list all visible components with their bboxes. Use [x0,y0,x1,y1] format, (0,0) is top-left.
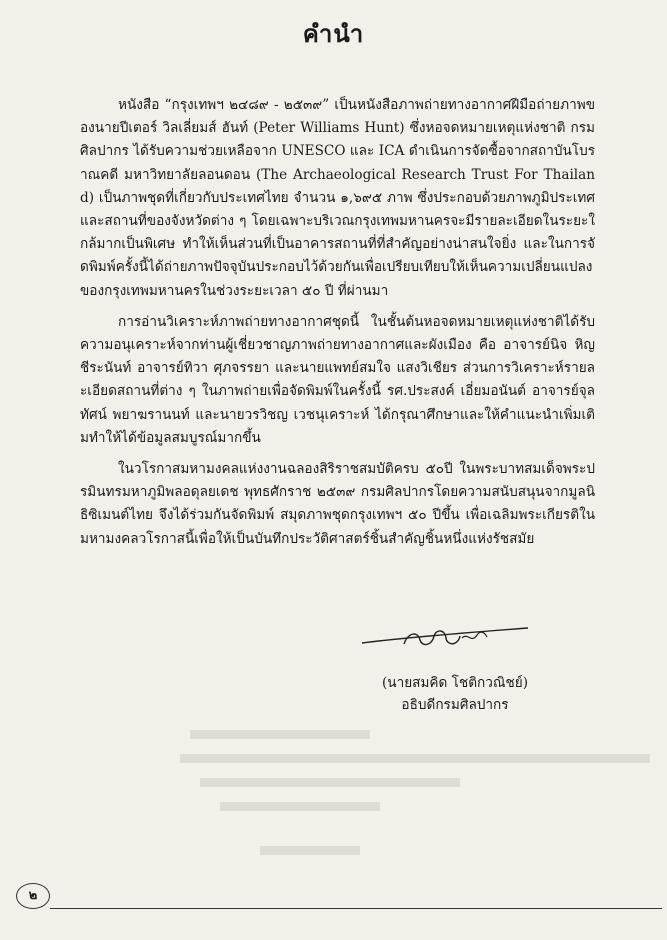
page-number-badge: ๒ [16,883,50,909]
show-through-text [180,720,660,870]
signer-name: (นายสมคิด โชติกวณิชย์) [381,675,529,691]
handwritten-signature [360,622,530,652]
footer-rule [50,908,662,909]
preface-body [80,94,595,559]
paragraph-3: ในวโรกาสมหามงคลแห่งงานฉลองสิริราชสมบัติครบ ๕๐ปี ในพระบาทสมเด็จพระปรมินทรมหาภูมิพลอดุลยเดช พุทธศักราช ๒๕๓๙ กรมศิลปากรโดยความสนับสนุนจากมูลนิธิซิเมนต์ไทย จึงได้ร่วมกันจัดพิมพ์ สมุดภาพชุดกรุงเทพฯ ๕๐ ปีขึ้น เพื่อเฉลิมพระเกียรติในมหามงคลวโรกาสนี้เพื่อให้เป็นบันทึกประวัติศาสตร์ชิ้นสำคัญชิ้นหนึ่งแห่งรัชสมัย [80,461,595,547]
page-title: คำนำ [302,19,365,48]
paragraph-2: การอ่านวิเคราะห์ภาพถ่ายทางอากาศชุดนี้ ในชั้นต้นหอจดหมายเหตุแห่งชาติได้รับความอนุเคราะห์จากท่านผู้เชี่ยวชาญภาพถ่ายทางอากาศและผังเมือง คือ อาจารย์นิจ หิญชีระนันท์ อาจารย์ทิวา ศุภจรรยา และนายแพทย์สมใจ แสงวิเชียร ส่วนการวิเคราะห์รายละเอียดสถานที่ต่าง ๆ ในภาพถ่ายเพื่อจัดพิมพ์ในครั้งนี้ รศ.ประสงค์ เอี่ยมอนันต์ อาจารย์จุลทัศน์ พยาฆรานนท์ และนายวรวิชญ เวชนุเคราะห์ ได้กรุณาศึกษาและให้คำแนะนำเพิ่มเติมทำให้ได้ข้อมูลสมบูรณ์มากขึ้น [80,313,595,446]
signer-title: อธิบดีกรมศิลปากร [401,697,509,713]
paragraph-1: หนังสือ “กรุงเทพฯ ๒๔๘๙ - ๒๕๓๙” เป็นหนังสือภาพถ่ายทางอากาศฝีมือถ่ายภาพของนายปีเตอร์ วิลเลี่ยมส์ ฮันท์ (Peter Williams Hunt) ซึ่งหอจดหมายเหตุแห่งชาติ กรมศิลปากร ได้รับความช่วยเหลือจาก UNESCO และ ICA ดำเนินการจัดซื้อจากสถาบันโบราณคดี มหาวิทยาลัยลอนดอน (The Archaeological Research Trust For Thailand) เป็นภาพชุดที่เกี่ยวกับประเทศไทย จำนวน ๑,๖๙๕ ภาพ ซึ่งประกอบด้วยภาพภูมิประเทศ และสถานที่ของจังหวัดต่าง ๆ โดยเฉพาะบริเวณกรุงเทพมหานครจะมีรายละเอียดในระยะใกล้มากเป็นพิเศษ ทำให้เห็นส่วนที่เป็นอาคารสถานที่ที่สำคัญอย่างน่าสนใจยิ่ง และในการจัดพิมพ์ครั้งนี้ได้ถ่ายภาพปัจจุบันประกอบไว้ด้วยกันเพื่อเปรียบเทียบให้เห็นความเปลี่ยนแปลงของกรุงเทพมหานครในช่วงระยะเวลา ๕๐ ปี ที่ผ่านมา [80,97,595,299]
signer-block [365,672,545,716]
